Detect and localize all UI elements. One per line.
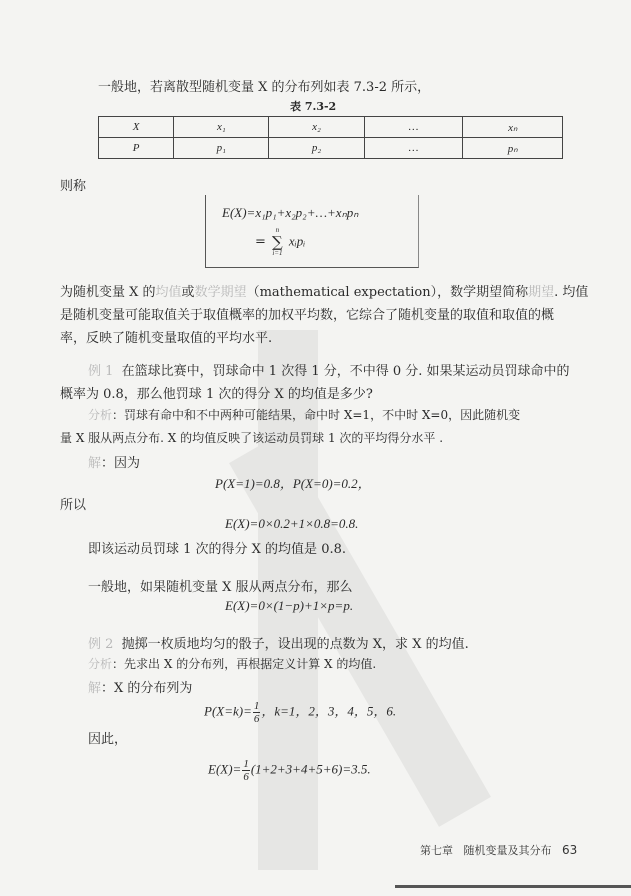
table-row — [99, 138, 563, 159]
fraction: $\frac{1}{6}$ — [243, 758, 249, 783]
table-cell: … — [364, 117, 463, 138]
therefore-text: 因此， — [88, 732, 128, 747]
so-text: 所以 — [60, 498, 87, 513]
example2-eq1: P(X=k)= $\frac{1}{6}$ ，k=1，2，3，4，5，6. — [204, 700, 397, 725]
then-called: 则称 — [60, 179, 87, 194]
example1-eq2: E(X)=0×0.2+1×0.8=0.8. — [225, 516, 359, 531]
table-caption: 表 7.3-2 — [290, 100, 337, 113]
term-mean: 均值 — [155, 285, 182, 300]
page-footer — [420, 842, 577, 858]
table-cell: p₂ — [269, 138, 364, 159]
distribution-table — [98, 116, 563, 159]
example-label: 例 1 — [88, 364, 114, 379]
definition-line1: 为随机变量 X 的均值或数学期望（mathematical expectation），数学期望简称期望. 均值 — [60, 285, 589, 300]
chapter-label: 第七章 — [420, 844, 453, 857]
table-cell: p₁ — [174, 138, 269, 159]
definition-line3: 率，反映了随机变量取值的平均水平. — [60, 331, 273, 346]
table-cell: x₁ — [174, 117, 269, 138]
table-cell: xₙ — [463, 117, 563, 138]
expectation-formula-line2: = n ∑ i=1 xᵢpᵢ — [255, 226, 306, 257]
page-number: 63 — [562, 843, 578, 857]
example1-solution: 解：因为 — [88, 456, 141, 471]
example1-eq1: P(X=1)=0.8，P(X=0)=0.2， — [215, 476, 371, 491]
example2-line1: 例 2 抛掷一枚质地均匀的骰子，设出现的点数为 X，求 X 的均值. — [88, 637, 469, 652]
intro-text: 一般地，若离散型随机变量 X 的分布列如表 7.3-2 所示， — [98, 80, 431, 95]
example2-solution: 解：X 的分布列为 — [88, 681, 193, 696]
definition-line2: 是随机变量可能取值关于取值概率的加权平均数，它综合了随机变量的取值和取值的概 — [60, 308, 555, 323]
term-expectation: 数学期望 — [194, 285, 247, 300]
table-cell: pₙ — [463, 138, 563, 159]
term-expect: 期望 — [528, 285, 555, 300]
chapter-title: 随机变量及其分布 — [463, 844, 552, 857]
example2-eq2: E(X)= $\frac{1}{6}$ (1+2+3+4+5+6)=3.5. — [208, 758, 371, 783]
table-cell: x₂ — [269, 117, 364, 138]
example1-conclusion: 即该运动员罚球 1 次的得分 X 的均值是 0.8. — [88, 542, 346, 557]
example-label: 例 2 — [88, 637, 114, 652]
table-cell: X — [99, 117, 174, 138]
example1-analysis-line2: 量 X 服从两点分布. X 的均值反映了该运动员罚球 1 次的平均得分水平 . — [60, 431, 444, 445]
general-eq: E(X)=0×(1−p)+1×p=p. — [225, 598, 354, 613]
example1-line2: 概率为 0.8，那么他罚球 1 次的得分 X 的均值是多少? — [60, 387, 373, 402]
example2-analysis: 分析：先求出 X 的分布列，再根据定义计算 X 的均值. — [88, 657, 377, 671]
example1-analysis-line1: 分析：罚球有命中和不中两种可能结果，命中时 X=1，不中时 X=0，因此随机变 — [88, 408, 521, 422]
sum-symbol: ∑ — [272, 233, 283, 251]
footer-rule — [395, 885, 631, 888]
fraction: $\frac{1}{6}$ — [253, 700, 260, 725]
table-cell: … — [364, 138, 463, 159]
general-text: 一般地，如果随机变量 X 服从两点分布，那么 — [88, 580, 353, 595]
table-cell: P — [99, 138, 174, 159]
expectation-formula-line1: E(X)=x₁p₁+x₂p₂+…+xₙpₙ — [222, 205, 359, 220]
example1-line1: 例 1 在篮球比赛中，罚球命中 1 次得 1 分，不中得 0 分. 如果某运动员罚球命中的 — [88, 364, 570, 379]
table-row — [99, 117, 563, 138]
